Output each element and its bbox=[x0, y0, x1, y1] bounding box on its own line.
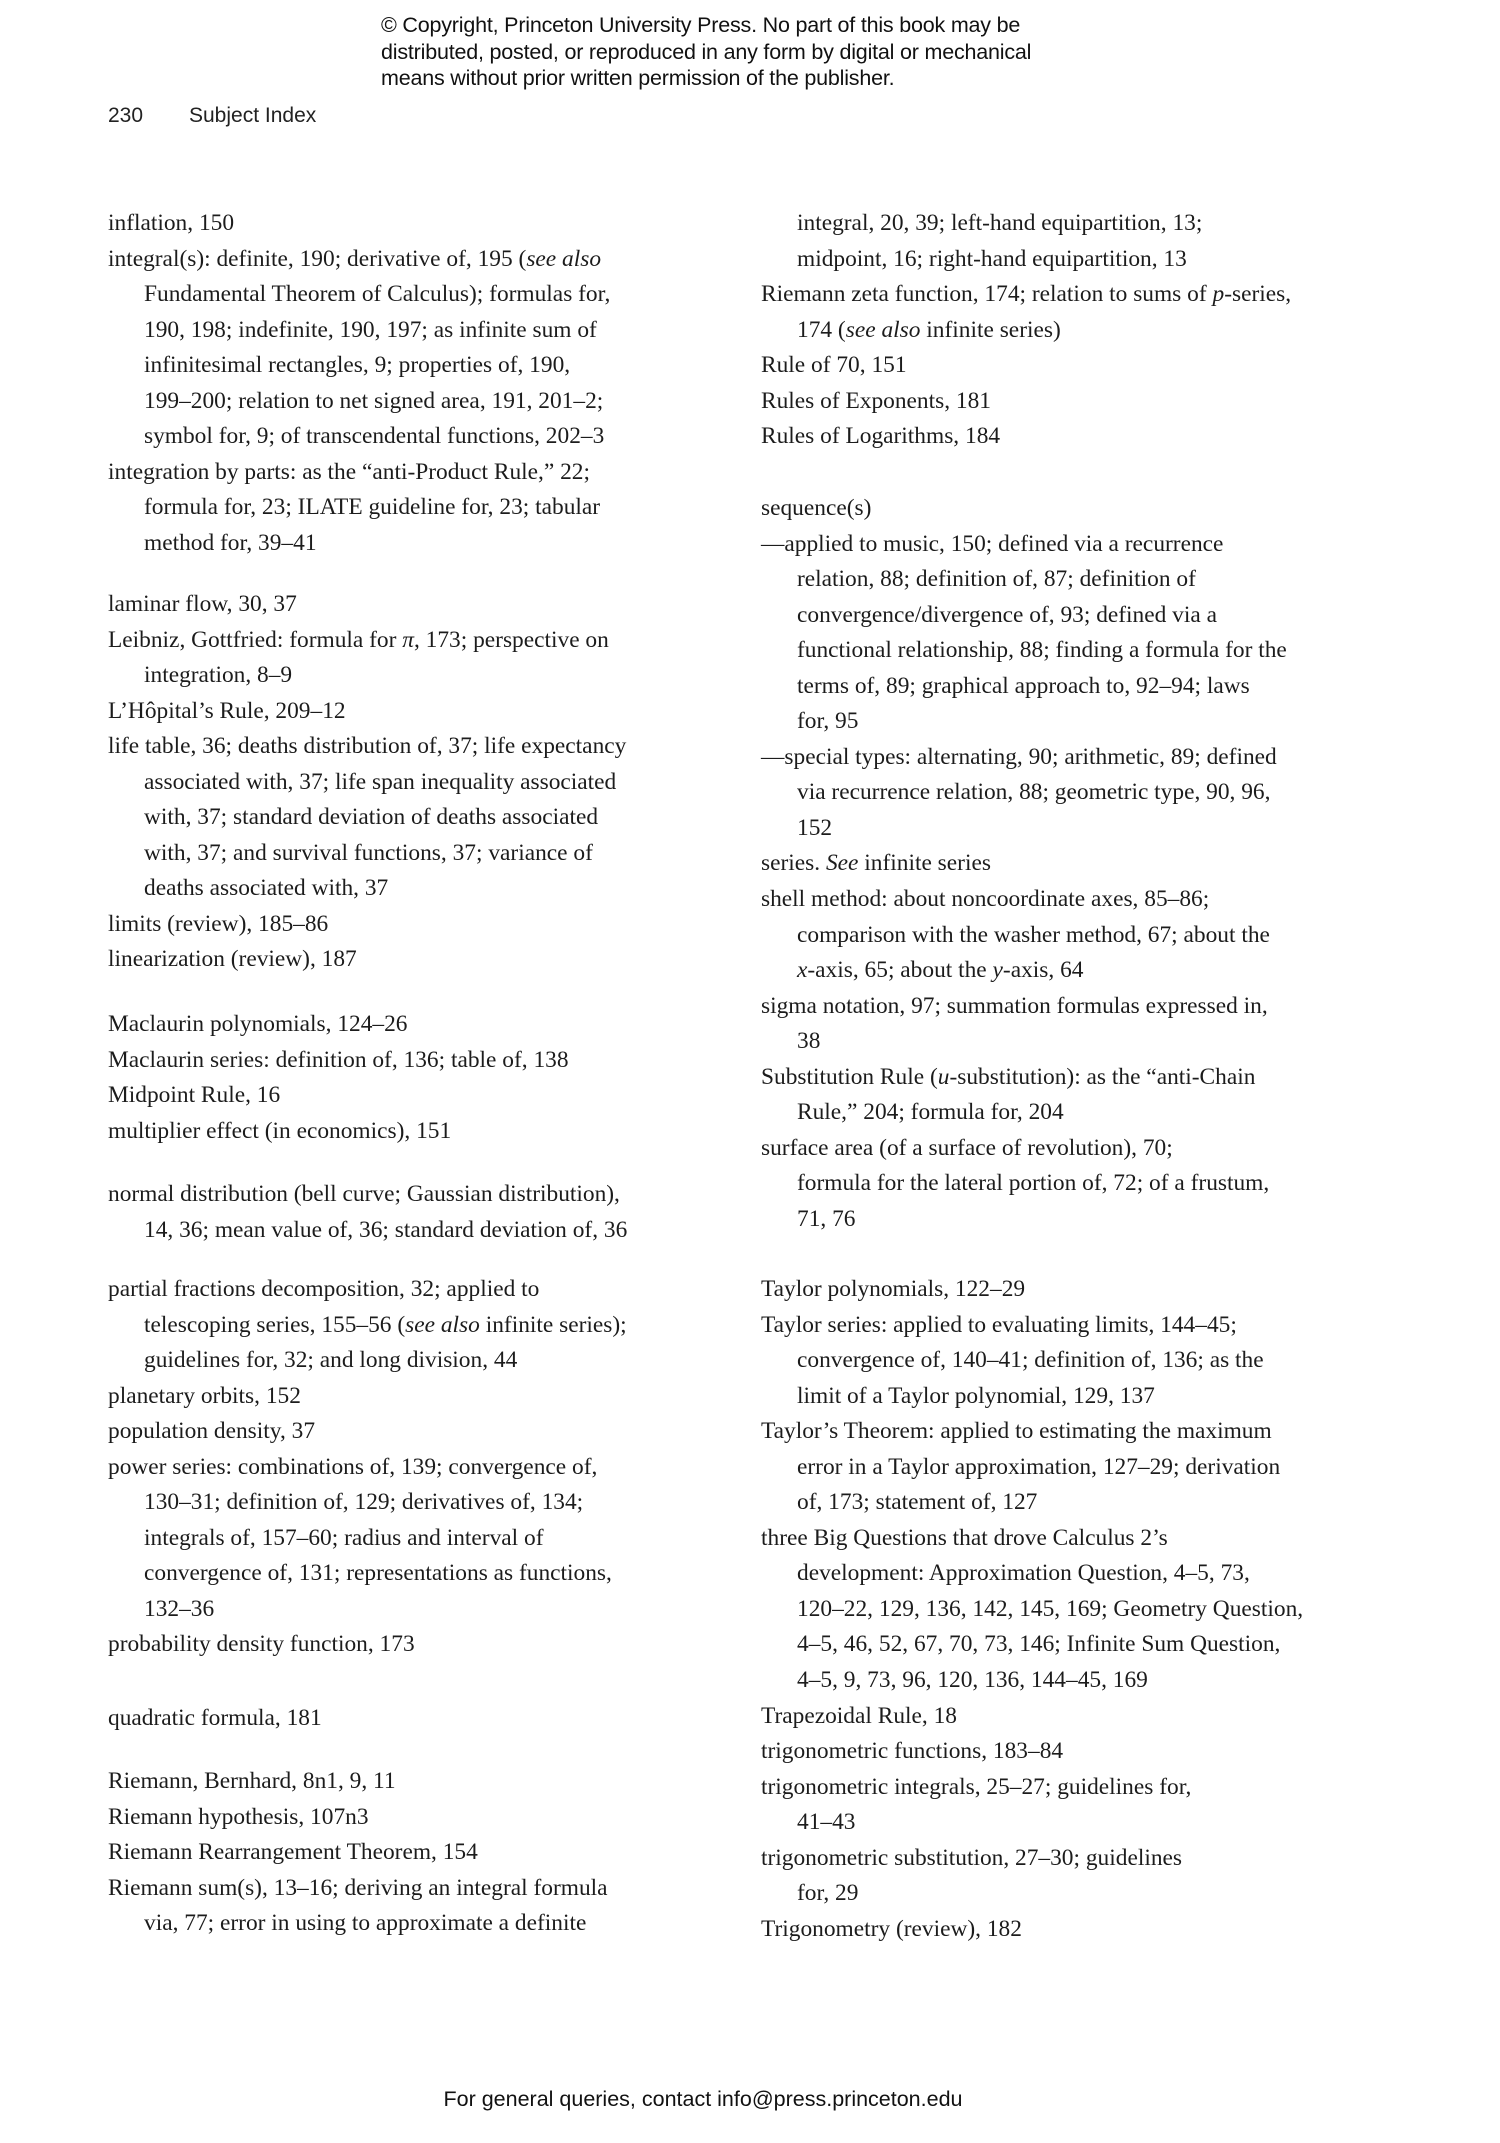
footer-contact: For general queries, contact info@press.princeton.edu bbox=[443, 2087, 963, 2111]
entry-text: guidelines for, 32; and long division, 44 bbox=[144, 1347, 518, 1374]
index-entry bbox=[761, 1699, 1303, 1735]
index-entry bbox=[761, 1841, 1303, 1877]
index-entry-continuation bbox=[108, 800, 626, 836]
index-entry-continuation bbox=[108, 1521, 627, 1557]
index-entry-continuation bbox=[108, 1592, 627, 1628]
index-entry-continuation bbox=[761, 1024, 1287, 1060]
index-entry-continuation bbox=[761, 918, 1287, 954]
index-entry bbox=[761, 384, 1291, 420]
index-entry-continuation bbox=[761, 1379, 1303, 1415]
index-entry bbox=[108, 587, 626, 623]
index-group bbox=[108, 1701, 322, 1737]
index-entry-continuation bbox=[108, 871, 626, 907]
index-entry bbox=[761, 1414, 1303, 1450]
entry-text: 4–5, 46, 52, 67, 70, 73, 146; Infinite Sum Question, bbox=[797, 1631, 1281, 1658]
entry-text: trigonometric functions, 183–84 bbox=[761, 1738, 1064, 1765]
index-entry bbox=[108, 1701, 322, 1737]
index-entry bbox=[108, 942, 626, 978]
index-entry bbox=[761, 1912, 1303, 1948]
index-entry bbox=[761, 419, 1291, 455]
entry-text: —applied to music, 150; defined via a recurrence bbox=[761, 530, 1224, 557]
index-entry bbox=[108, 1379, 627, 1415]
index-entry-continuation bbox=[108, 1343, 627, 1379]
entry-text: deaths associated with, 37 bbox=[144, 875, 389, 902]
index-entry-continuation bbox=[761, 1663, 1303, 1699]
entry-text: 132–36 bbox=[144, 1595, 215, 1622]
entry-text: convergence of, 140–41; definition of, 136; as the bbox=[797, 1347, 1264, 1374]
index-entry-continuation bbox=[761, 704, 1287, 740]
italic-text: see also bbox=[405, 1311, 480, 1338]
index-entry-continuation bbox=[761, 633, 1287, 669]
index-entry bbox=[108, 1078, 569, 1114]
entry-text: Rule of 70, 151 bbox=[761, 352, 907, 379]
index-entry-continuation bbox=[761, 598, 1287, 634]
entry-text: -axis, 65; about the bbox=[807, 957, 993, 984]
index-entry-continuation bbox=[761, 1805, 1303, 1841]
italic-text: u bbox=[937, 1063, 950, 1090]
entry-text: -axis, 64 bbox=[1002, 957, 1084, 984]
index-entry bbox=[108, 206, 610, 242]
entry-text: 120–22, 129, 136, 142, 145, 169; Geometry Question, bbox=[797, 1595, 1304, 1622]
index-entry-continuation bbox=[761, 1556, 1303, 1592]
index-entry bbox=[761, 882, 1287, 918]
index-entry bbox=[108, 1043, 569, 1079]
entry-text: trigonometric integrals, 25–27; guidelines for, bbox=[761, 1773, 1192, 1800]
entry-text: population density, 37 bbox=[108, 1418, 316, 1445]
entry-text: probability density function, 173 bbox=[108, 1631, 415, 1658]
entry-text: Riemann sum(s), 13–16; deriving an integral formula bbox=[108, 1874, 608, 1901]
index-group bbox=[108, 1272, 627, 1663]
italic-text: y bbox=[992, 957, 1003, 984]
index-entry-continuation bbox=[108, 1556, 627, 1592]
entry-text: integral, 20, 39; left-hand equipartition, 13; bbox=[797, 210, 1203, 236]
index-entry-continuation bbox=[108, 526, 610, 562]
entry-text: infinite series); bbox=[479, 1311, 627, 1338]
entry-text: Leibniz, Gottfried: formula for bbox=[108, 626, 403, 653]
index-group bbox=[108, 1177, 627, 1248]
entry-text: series. bbox=[761, 850, 826, 877]
entry-text: integral(s): definite, 190; derivative of, 195 ( bbox=[108, 245, 527, 272]
index-entry-continuation bbox=[761, 669, 1287, 705]
index-entry-continuation bbox=[108, 419, 610, 455]
entry-text: limits (review), 185–86 bbox=[108, 910, 329, 937]
index-entry bbox=[108, 694, 626, 730]
entry-text: formula for the lateral portion of, 72; of a frustum, bbox=[797, 1170, 1270, 1197]
entry-text: infinite series bbox=[858, 850, 991, 877]
index-entry-continuation bbox=[761, 1876, 1303, 1912]
index-entry-continuation bbox=[108, 1213, 627, 1249]
index-entry bbox=[761, 989, 1287, 1025]
index-group bbox=[761, 491, 1287, 1237]
entry-text: 4–5, 9, 73, 96, 120, 136, 144–45, 169 bbox=[797, 1667, 1148, 1694]
entry-text: infinitesimal rectangles, 9; properties of, 190, bbox=[144, 352, 571, 379]
entry-text: infinite series) bbox=[920, 316, 1061, 343]
entry-text: linearization (review), 187 bbox=[108, 946, 357, 973]
entry-text: Taylor’s Theorem: applied to estimating the maximum bbox=[761, 1418, 1272, 1445]
index-entry-continuation bbox=[108, 836, 626, 872]
entry-text: sigma notation, 97; summation formulas expressed in, bbox=[761, 992, 1268, 1019]
entry-text: symbol for, 9; of transcendental functions, 202–3 bbox=[144, 423, 605, 450]
entry-text: method for, 39–41 bbox=[144, 529, 317, 556]
index-entry-continuation bbox=[761, 1343, 1303, 1379]
index-entry bbox=[761, 348, 1291, 384]
entry-text: via, 77; error in using to approximate a definite bbox=[144, 1910, 587, 1937]
index-entry-continuation bbox=[761, 1095, 1287, 1131]
index-entry bbox=[108, 242, 610, 278]
index-entry-continuation bbox=[108, 384, 610, 420]
italic-text: p bbox=[1212, 281, 1225, 308]
entry-text: convergence/divergence of, 93; defined via a bbox=[797, 601, 1217, 628]
entry-text: -substitution): as the “anti-Chain bbox=[949, 1063, 1256, 1090]
entry-text: 174 ( bbox=[797, 316, 846, 343]
copyright-notice bbox=[381, 12, 1141, 92]
entry-text: development: Approximation Question, 4–5, 73, bbox=[797, 1560, 1250, 1587]
entry-text: trigonometric substitution, 27–30; guidelines bbox=[761, 1844, 1182, 1871]
index-entry-continuation bbox=[761, 1627, 1303, 1663]
index-group bbox=[108, 1007, 569, 1149]
entry-text: for, 29 bbox=[797, 1880, 859, 1907]
entry-text: Riemann zeta function, 174; relation to sums of bbox=[761, 281, 1213, 308]
entry-text: relation, 88; definition of, 87; definition of bbox=[797, 566, 1196, 593]
entry-text: Trapezoidal Rule, 18 bbox=[761, 1702, 957, 1729]
index-entry bbox=[761, 1770, 1303, 1806]
index-entry bbox=[761, 1308, 1303, 1344]
index-entry bbox=[761, 846, 1287, 882]
entry-text: surface area (of a surface of revolution), 70; bbox=[761, 1134, 1173, 1161]
entry-text: 38 bbox=[797, 1028, 821, 1055]
copyright-line: distributed, posted, or reproduced in any form by digital or mechanical bbox=[381, 39, 1032, 64]
index-entry-continuation bbox=[108, 1906, 608, 1942]
index-entry-continuation bbox=[761, 313, 1291, 349]
index-entry bbox=[108, 1450, 627, 1486]
index-entry-continuation bbox=[761, 242, 1291, 278]
entry-text: Rule,” 204; formula for, 204 bbox=[797, 1099, 1064, 1126]
entry-text: telescoping series, 155–56 ( bbox=[144, 1311, 406, 1338]
entry-text: limit of a Taylor polynomial, 129, 137 bbox=[797, 1382, 1155, 1409]
copyright-line: means without prior written permission of the publisher. bbox=[381, 66, 895, 90]
entry-text: planetary orbits, 152 bbox=[108, 1382, 301, 1409]
entry-text: Maclaurin series: definition of, 136; table of, 138 bbox=[108, 1046, 569, 1073]
index-entry bbox=[761, 491, 1287, 527]
index-entry-continuation bbox=[108, 490, 610, 526]
entry-text: inflation, 150 bbox=[108, 210, 235, 236]
entry-text: Taylor polynomials, 122–29 bbox=[761, 1276, 1026, 1302]
entry-text: Rules of Logarithms, 184 bbox=[761, 423, 1001, 450]
entry-text: comparison with the washer method, 67; about the bbox=[797, 921, 1270, 948]
index-entry bbox=[108, 1764, 608, 1800]
index-entry-continuation bbox=[761, 562, 1287, 598]
index-entry bbox=[761, 740, 1287, 776]
index-group bbox=[761, 1272, 1303, 1947]
entry-text: with, 37; and survival functions, 37; variance of bbox=[144, 839, 593, 866]
entry-text: quadratic formula, 181 bbox=[108, 1705, 322, 1731]
entry-text: integrals of, 157–60; radius and interval of bbox=[144, 1524, 544, 1551]
entry-text: 190, 198; indefinite, 190, 197; as infinite sum of bbox=[144, 316, 597, 343]
entry-text: life table, 36; deaths distribution of, 37; life expectancy bbox=[108, 733, 627, 760]
entry-text: terms of, 89; graphical approach to, 92–94; laws bbox=[797, 672, 1250, 699]
index-entry-continuation bbox=[761, 953, 1287, 989]
index-entry-continuation bbox=[108, 658, 626, 694]
entry-text: integration, 8–9 bbox=[144, 662, 293, 689]
index-entry bbox=[108, 1177, 627, 1213]
index-group bbox=[108, 587, 626, 978]
index-entry-continuation bbox=[108, 1308, 627, 1344]
entry-text: , 173; perspective on bbox=[413, 626, 609, 653]
entry-text: multiplier effect (in economics), 151 bbox=[108, 1117, 452, 1144]
index-entry-continuation bbox=[761, 811, 1287, 847]
entry-text: Riemann Rearrangement Theorem, 154 bbox=[108, 1839, 478, 1866]
entry-text: -series, bbox=[1224, 281, 1292, 308]
index-entry bbox=[761, 277, 1291, 313]
entry-text: Trigonometry (review), 182 bbox=[761, 1915, 1022, 1942]
entry-text: for, 95 bbox=[797, 708, 859, 735]
entry-text: Fundamental Theorem of Calculus); formulas for, bbox=[144, 281, 611, 308]
index-entry bbox=[761, 1521, 1303, 1557]
entry-text: sequence(s) bbox=[761, 495, 872, 521]
entry-text: with, 37; standard deviation of deaths associated bbox=[144, 804, 599, 831]
entry-text: 199–200; relation to net signed area, 191, 201–2; bbox=[144, 387, 604, 414]
index-entry bbox=[108, 455, 610, 491]
entry-text: error in a Taylor approximation, 127–29; derivation bbox=[797, 1453, 1281, 1480]
index-entry-continuation bbox=[761, 1166, 1287, 1202]
italic-text: x bbox=[797, 957, 808, 984]
entry-text: normal distribution (bell curve; Gaussian distribution), bbox=[108, 1181, 620, 1207]
italic-text: see also bbox=[526, 245, 602, 272]
italic-text: See bbox=[825, 850, 859, 877]
index-entry bbox=[761, 1734, 1303, 1770]
entry-text: three Big Questions that drove Calculus 2’s bbox=[761, 1524, 1168, 1551]
index-entry bbox=[108, 1835, 608, 1871]
entry-text: 71, 76 bbox=[797, 1205, 856, 1232]
index-entry bbox=[761, 1272, 1303, 1308]
entry-text: convergence of, 131; representations as functions, bbox=[144, 1560, 612, 1587]
entry-text: —special types: alternating, 90; arithmetic, 89; defined bbox=[761, 743, 1277, 770]
index-entry-continuation bbox=[108, 765, 626, 801]
entry-text: via recurrence relation, 88; geometric type, 90, 96, bbox=[797, 779, 1271, 806]
entry-text: Riemann, Bernhard, 8n1, 9, 11 bbox=[108, 1768, 396, 1794]
entry-text: Substitution Rule ( bbox=[761, 1063, 938, 1090]
entry-text: 152 bbox=[797, 814, 833, 841]
index-entry bbox=[108, 623, 626, 659]
index-entry bbox=[108, 1800, 608, 1836]
index-entry-continuation bbox=[108, 277, 610, 313]
index-entry-continuation bbox=[761, 1592, 1303, 1628]
index-entry bbox=[761, 1131, 1287, 1167]
italic-text: see also bbox=[845, 316, 921, 343]
copyright-line: © Copyright, Princeton University Press. No part of this book may be bbox=[381, 13, 1021, 37]
entry-text: power series: combinations of, 139; convergence of, bbox=[108, 1453, 598, 1480]
index-group bbox=[108, 206, 610, 561]
index-group bbox=[761, 206, 1291, 455]
index-entry-continuation bbox=[761, 1450, 1303, 1486]
entry-text: Maclaurin polynomials, 124–26 bbox=[108, 1011, 408, 1037]
entry-text: Midpoint Rule, 16 bbox=[108, 1082, 281, 1109]
index-entry-continuation bbox=[108, 348, 610, 384]
page-number: 230 bbox=[108, 104, 144, 127]
index-entry bbox=[108, 1114, 569, 1150]
entry-text: Riemann hypothesis, 107n3 bbox=[108, 1803, 369, 1830]
index-group bbox=[108, 1764, 608, 1942]
entry-text: midpoint, 16; right-hand equipartition, 13 bbox=[797, 245, 1187, 272]
index-entry-continuation bbox=[761, 206, 1291, 242]
index-entry-continuation bbox=[108, 313, 610, 349]
index-entry-continuation bbox=[108, 1485, 627, 1521]
index-entry bbox=[108, 1007, 569, 1043]
entry-text: partial fractions decomposition, 32; applied to bbox=[108, 1276, 540, 1302]
entry-text: Taylor series: applied to evaluating limits, 144–45; bbox=[761, 1311, 1237, 1338]
index-entry bbox=[108, 907, 626, 943]
entry-text: Rules of Exponents, 181 bbox=[761, 387, 991, 414]
italic-text: π bbox=[402, 626, 414, 653]
entry-text: integration by parts: as the “anti-Product Rule,” 22; bbox=[108, 458, 590, 485]
entry-text: 14, 36; mean value of, 36; standard deviation of, 36 bbox=[144, 1216, 628, 1243]
index-entry bbox=[108, 1871, 608, 1907]
entry-text: laminar flow, 30, 37 bbox=[108, 591, 297, 617]
running-title: Subject Index bbox=[189, 104, 317, 127]
index-entry bbox=[108, 1414, 627, 1450]
index-entry-continuation bbox=[761, 1202, 1287, 1238]
entry-text: associated with, 37; life span inequality associated bbox=[144, 768, 617, 795]
entry-text: 130–31; definition of, 129; derivatives of, 134; bbox=[144, 1489, 584, 1516]
entry-text: shell method: about noncoordinate axes, 85–86; bbox=[761, 886, 1210, 913]
index-entry-continuation bbox=[761, 775, 1287, 811]
entry-text: functional relationship, 88; finding a formula for the bbox=[797, 637, 1287, 664]
entry-text: formula for, 23; ILATE guideline for, 23; tabular bbox=[144, 494, 601, 521]
index-entry bbox=[108, 1627, 627, 1663]
index-entry-continuation bbox=[761, 1485, 1303, 1521]
entry-text: of, 173; statement of, 127 bbox=[797, 1489, 1038, 1516]
index-entry bbox=[761, 1060, 1287, 1096]
entry-text: 41–43 bbox=[797, 1809, 856, 1836]
entry-text: L’Hôpital’s Rule, 209–12 bbox=[108, 697, 346, 724]
index-entry bbox=[761, 527, 1287, 563]
index-entry bbox=[108, 1272, 627, 1308]
index-entry bbox=[108, 729, 626, 765]
